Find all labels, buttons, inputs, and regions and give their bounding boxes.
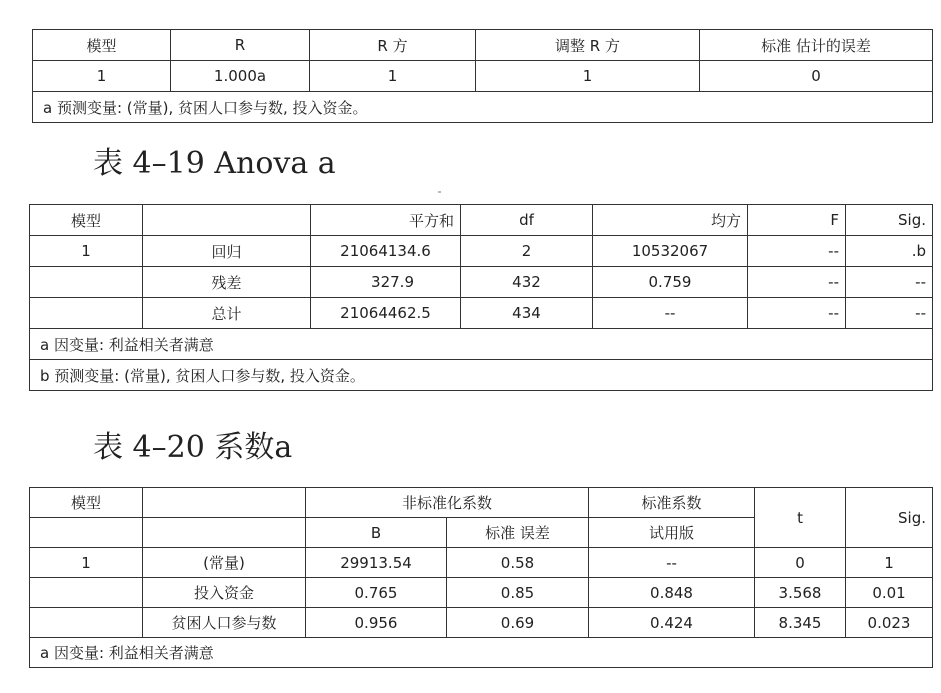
header-blank	[143, 518, 306, 548]
table-row	[30, 578, 933, 608]
table-note: a 预测变量: (常量), 贫困人口参与数, 投入资金。	[33, 92, 933, 123]
header-blank	[143, 488, 306, 518]
table-note-row	[30, 638, 933, 668]
header-r: R	[171, 30, 310, 61]
table-note: a 因变量: 利益相关者满意	[30, 638, 933, 668]
cell: 8.345	[755, 608, 846, 638]
table-note-row	[30, 360, 933, 391]
cell: 总计	[143, 298, 311, 329]
header-trial: 试用版	[589, 518, 755, 548]
table-header-row	[30, 488, 933, 518]
cell	[30, 608, 143, 638]
cell: 0.956	[306, 608, 447, 638]
cell: --	[593, 298, 748, 329]
table-note: a 因变量: 利益相关者满意	[30, 329, 933, 360]
cell: 29913.54	[306, 548, 447, 578]
header-adjusted-r-square: 调整 R 方	[476, 30, 700, 61]
cell: 434	[461, 298, 593, 329]
header-blank	[143, 205, 311, 236]
header-sig: Sig.	[846, 488, 933, 548]
header-model: 模型	[30, 205, 143, 236]
cell: 0.759	[593, 267, 748, 298]
cell: 21064462.5	[311, 298, 461, 329]
cell: 3.568	[755, 578, 846, 608]
header-r-square: R 方	[310, 30, 476, 61]
cell: 0.848	[589, 578, 755, 608]
coefficients-table	[29, 487, 933, 668]
cell: 10532067	[593, 236, 748, 267]
table-note: b 预测变量: (常量), 贫困人口参与数, 投入资金。	[30, 360, 933, 391]
cell: (常量)	[143, 548, 306, 578]
header-f: F	[748, 205, 846, 236]
header-blank	[30, 518, 143, 548]
table-note-row	[33, 92, 933, 123]
cell: --	[748, 298, 846, 329]
cell: 0.424	[589, 608, 755, 638]
cell: 0.85	[447, 578, 589, 608]
table-row	[30, 298, 933, 329]
cell: 1	[476, 61, 700, 92]
table-caption-coefficients: 表 4–20 系数a	[93, 430, 293, 465]
cell: 432	[461, 267, 593, 298]
cell: --	[748, 236, 846, 267]
cell: 0.01	[846, 578, 933, 608]
header-std-error: 标准 估计的误差	[700, 30, 933, 61]
cell: 2	[461, 236, 593, 267]
cell: --	[846, 298, 933, 329]
table-row	[30, 267, 933, 298]
cell: .b	[846, 236, 933, 267]
cell: 1.000a	[171, 61, 310, 92]
cell: 1	[846, 548, 933, 578]
cell: --	[846, 267, 933, 298]
model-summary-table	[32, 29, 933, 123]
cell: 1	[30, 236, 143, 267]
table-caption-anova: 表 4–19 Anova a	[93, 146, 336, 181]
scan-speck	[438, 191, 441, 193]
header-sum-of-squares: 平方和	[311, 205, 461, 236]
cell: --	[748, 267, 846, 298]
table-row	[33, 61, 933, 92]
cell: --	[589, 548, 755, 578]
cell: 1	[30, 548, 143, 578]
header-df: df	[461, 205, 593, 236]
cell: 0.58	[447, 548, 589, 578]
cell: 0.765	[306, 578, 447, 608]
cell: 残差	[143, 267, 311, 298]
table-row	[30, 236, 933, 267]
cell: 回归	[143, 236, 311, 267]
table-note-row	[30, 329, 933, 360]
cell: 0.69	[447, 608, 589, 638]
table-row	[30, 608, 933, 638]
cell: 21064134.6	[311, 236, 461, 267]
header-b: B	[306, 518, 447, 548]
cell	[30, 578, 143, 608]
cell: 贫困人口参与数	[143, 608, 306, 638]
header-sig: Sig.	[846, 205, 933, 236]
header-std-error: 标准 误差	[447, 518, 589, 548]
cell: 1	[310, 61, 476, 92]
anova-table	[29, 204, 933, 391]
cell	[30, 298, 143, 329]
header-model: 模型	[33, 30, 171, 61]
cell: 0	[755, 548, 846, 578]
header-model: 模型	[30, 488, 143, 518]
cell: 投入资金	[143, 578, 306, 608]
cell: 1	[33, 61, 171, 92]
header-unstandardized: 非标准化系数	[306, 488, 589, 518]
cell: 0	[700, 61, 933, 92]
cell: 0.023	[846, 608, 933, 638]
table-header-row	[30, 205, 933, 236]
header-standardized: 标准系数	[589, 488, 755, 518]
table-row	[30, 548, 933, 578]
table-header-row	[33, 30, 933, 61]
header-mean-square: 均方	[593, 205, 748, 236]
header-t: t	[755, 488, 846, 548]
cell: 327.9	[311, 267, 461, 298]
cell	[30, 267, 143, 298]
